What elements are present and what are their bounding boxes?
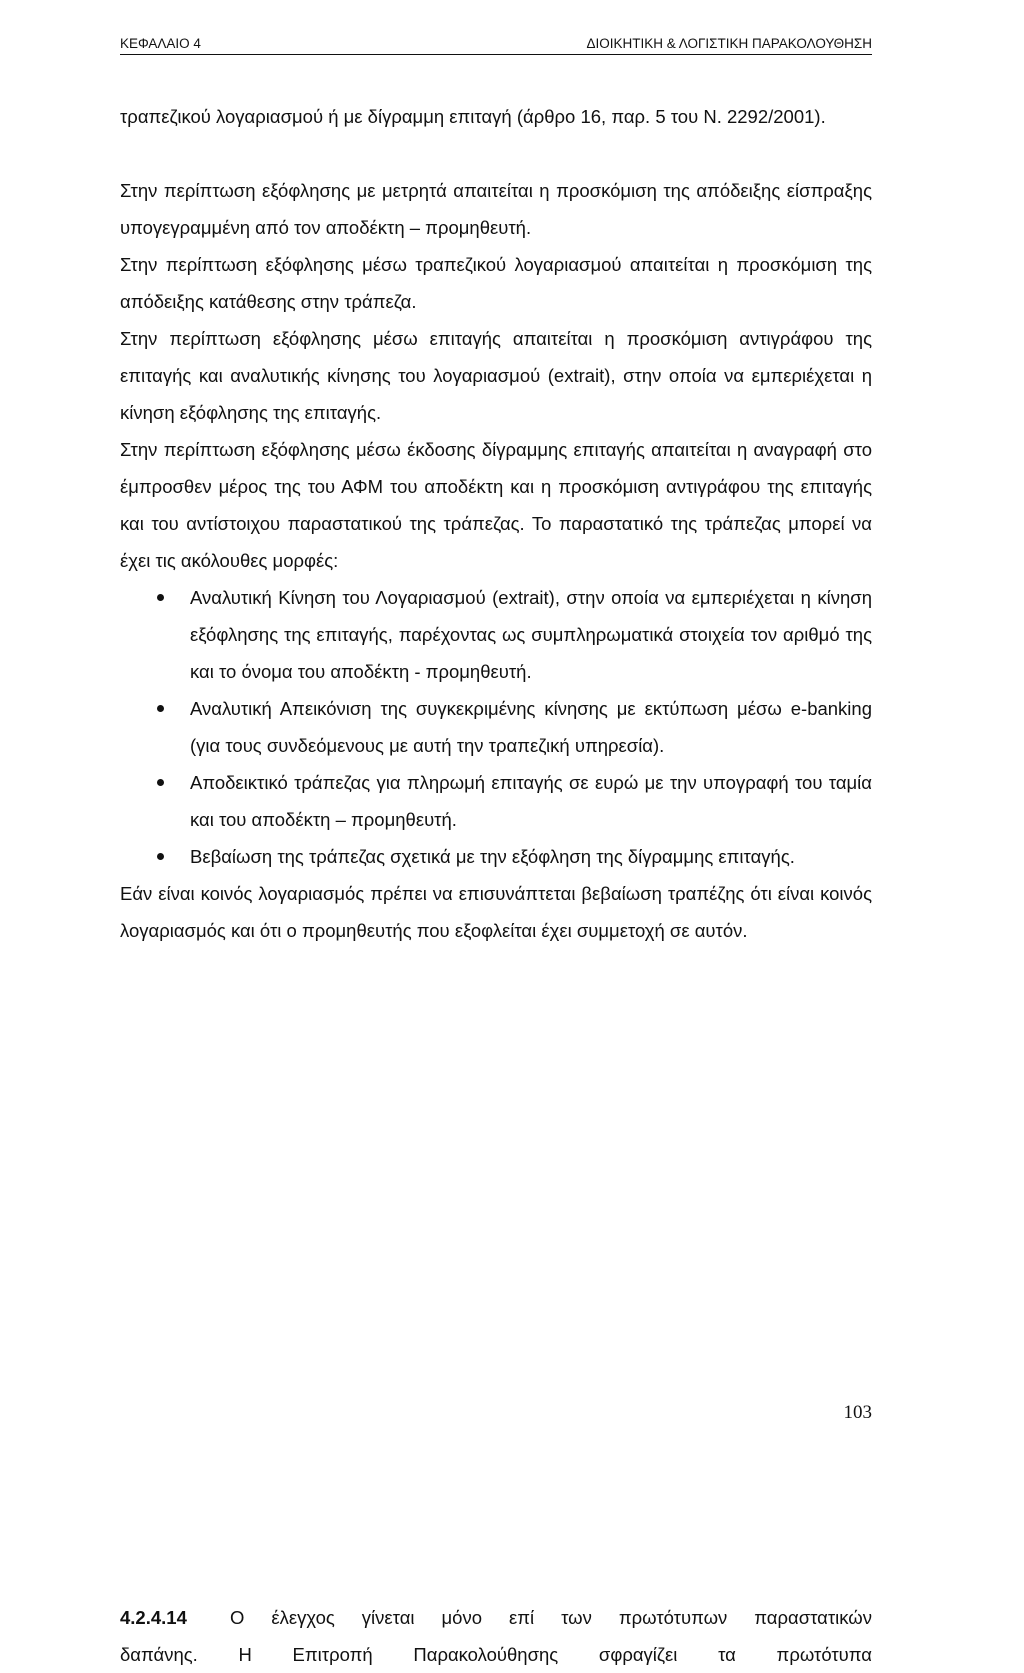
list-item: Βεβαίωση της τράπεζας σχετικά με την εξόφληση της δίγραμμης επιταγής.	[120, 838, 872, 875]
list-item: Αναλυτική Απεικόνιση της συγκεκριμένης κίνησης με εκτύπωση μέσω e-banking (για τους συνδεόμενους με αυτή την τραπεζική υπηρεσία).	[120, 690, 872, 764]
paragraph-bank-account-payment: Στην περίπτωση εξόφλησης μέσω τραπεζικού λογαριασμού απαιτείται η προσκόμιση της απόδειξης κατάθεσης στην τράπεζα.	[120, 254, 872, 312]
list-item: Αναλυτική Κίνηση του Λογαριασμού (extrait), στην οποία να εμπεριέχεται η κίνηση εξόφλησης της επιταγής, παρέχοντας ως συμπληρωματικά στοιχεία τον αριθμό της και το όνομα του αποδέκτη - προμηθευτή.	[120, 579, 872, 690]
bank-document-forms-list	[120, 579, 872, 875]
chapter-label: ΚΕΦΑΛΑΙΟ 4	[120, 36, 201, 51]
section-line-2	[120, 1636, 872, 1673]
paragraph-joint-account: Εάν είναι κοινός λογαριασμός πρέπει να επισυνάπτεται βεβαίωση τραπέζης ότι είναι κοινός λογαριασμός και ότι ο προμηθευτής που εξοφλείται έχει συμμετοχή σε αυτόν.	[120, 883, 872, 941]
section-line-1	[120, 1599, 872, 1636]
paragraph-continuation: τραπεζικού λογαριασμού ή με δίγραμμη επιταγή (άρθρο 16, παρ. 5 του Ν. 2292/2001).	[120, 106, 826, 127]
running-title: ΔΙΟΙΚΗΤΙΚΗ & ΛΟΓΙΣΤΙΚΗ ΠΑΡΑΚΟΛΟΥΘΗΣΗ	[586, 36, 872, 51]
section-text-line-1: Ο έλεγχος γίνεται μόνο επί των πρωτότυπων παραστατικών	[230, 1607, 872, 1628]
paragraph-crossed-cheque-payment: Στην περίπτωση εξόφλησης μέσω έκδοσης δίγραμμης επιταγής απαιτείται η αναγραφή στο έμπροσθεν μέρος της του ΑΦΜ του αποδέκτη και η προσκόμιση αντιγράφου της επιταγής και του αντίστοιχου παραστατικού της τράπεζας. Το παραστατικό της τράπεζας μπορεί να έχει τις ακόλουθες μορφές:	[120, 439, 872, 571]
page-header	[120, 36, 872, 55]
document-body	[120, 98, 872, 949]
section-4-2-4-14	[120, 1599, 872, 1673]
list-item: Αποδεικτικό τράπεζας για πληρωμή επιταγής σε ευρώ με την υπογραφή του ταμία και του αποδέκτη – προμηθευτή.	[120, 764, 872, 838]
paragraph-cheque-payment: Στην περίπτωση εξόφλησης μέσω επιταγής απαιτείται η προσκόμιση αντιγράφου της επιταγής και αναλυτικής κίνησης του λογαριασμού (extrait), στην οποία να εμπεριέχεται η κίνηση εξόφλησης της επιταγής.	[120, 328, 872, 423]
section-text-line-2: δαπάνης. Η Επιτροπή Παρακολούθησης σφραγίζει τα πρωτότυπα	[120, 1644, 872, 1665]
section-number: 4.2.4.14	[120, 1607, 187, 1628]
paragraph-cash-payment: Στην περίπτωση εξόφλησης με μετρητά απαιτείται η προσκόμιση της απόδειξης είσπραξης υπογεγραμμένη από τον αποδέκτη – προμηθευτή.	[120, 180, 872, 238]
page-number: 103	[843, 1402, 872, 1423]
